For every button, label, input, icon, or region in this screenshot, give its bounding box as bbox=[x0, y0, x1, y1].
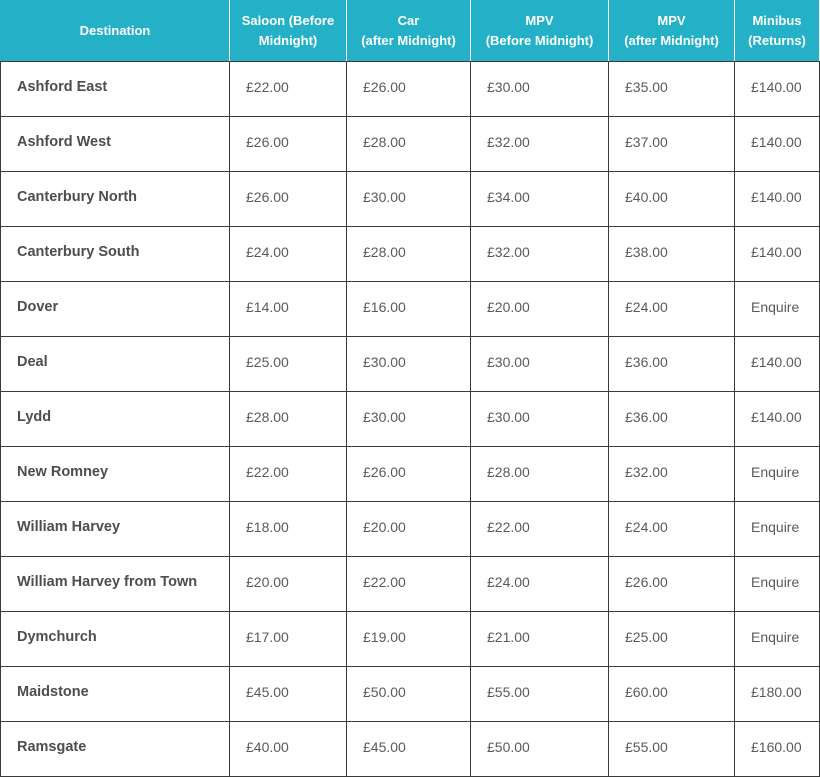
mpv-before-midnight-cell: £22.00 bbox=[471, 502, 609, 557]
header-line-1: Saloon (Before bbox=[241, 12, 335, 28]
destination-cell: Ramsgate bbox=[1, 722, 230, 777]
saloon-before-midnight-cell: £17.00 bbox=[230, 612, 347, 667]
mpv-after-midnight-cell: £40.00 bbox=[609, 172, 735, 227]
mpv-before-midnight-cell: £21.00 bbox=[471, 612, 609, 667]
car-after-midnight-cell: £22.00 bbox=[347, 557, 471, 612]
mpv-after-midnight-cell: £32.00 bbox=[609, 447, 735, 502]
saloon-before-midnight-cell: £26.00 bbox=[230, 172, 347, 227]
header-mpv-before-midnight bbox=[471, 0, 609, 62]
mpv-after-midnight-cell: £35.00 bbox=[609, 62, 735, 117]
header-minibus-returns bbox=[735, 0, 820, 62]
header-destination-line-1: Destination bbox=[79, 22, 151, 38]
mpv-after-midnight-cell: £26.00 bbox=[609, 557, 735, 612]
mpv-after-midnight-cell: £36.00 bbox=[609, 337, 735, 392]
header-line-2: Midnight) bbox=[258, 32, 318, 48]
destination-cell: New Romney bbox=[1, 447, 230, 502]
table-row bbox=[1, 502, 820, 557]
mpv-after-midnight-cell: £37.00 bbox=[609, 117, 735, 172]
mpv-before-midnight-cell: £20.00 bbox=[471, 282, 609, 337]
header-destination bbox=[1, 0, 230, 62]
minibus-returns-cell: £180.00 bbox=[735, 667, 820, 722]
mpv-before-midnight-cell: £30.00 bbox=[471, 337, 609, 392]
mpv-before-midnight-cell: £32.00 bbox=[471, 227, 609, 282]
mpv-before-midnight-cell: £50.00 bbox=[471, 722, 609, 777]
destination-cell: Ashford East bbox=[1, 62, 230, 117]
saloon-before-midnight-cell: £14.00 bbox=[230, 282, 347, 337]
minibus-returns-cell: £160.00 bbox=[735, 722, 820, 777]
mpv-before-midnight-cell: £32.00 bbox=[471, 117, 609, 172]
car-after-midnight-cell: £45.00 bbox=[347, 722, 471, 777]
minibus-returns-cell: Enquire bbox=[735, 557, 820, 612]
mpv-before-midnight-cell: £30.00 bbox=[471, 392, 609, 447]
car-after-midnight-cell: £30.00 bbox=[347, 392, 471, 447]
mpv-after-midnight-cell: £36.00 bbox=[609, 392, 735, 447]
table-row bbox=[1, 172, 820, 227]
header-line-2: (after Midnight) bbox=[361, 32, 456, 48]
car-after-midnight-cell: £28.00 bbox=[347, 227, 471, 282]
header-mpv-after-midnight bbox=[609, 0, 735, 62]
table-row bbox=[1, 227, 820, 282]
header-row bbox=[1, 0, 820, 62]
destination-cell: Lydd bbox=[1, 392, 230, 447]
mpv-before-midnight-cell: £34.00 bbox=[471, 172, 609, 227]
fares-table-body bbox=[1, 62, 820, 777]
destination-cell: Deal bbox=[1, 337, 230, 392]
car-after-midnight-cell: £26.00 bbox=[347, 447, 471, 502]
table-row bbox=[1, 392, 820, 447]
minibus-returns-cell: £140.00 bbox=[735, 392, 820, 447]
minibus-returns-cell: £140.00 bbox=[735, 337, 820, 392]
mpv-after-midnight-cell: £55.00 bbox=[609, 722, 735, 777]
car-after-midnight-cell: £30.00 bbox=[347, 337, 471, 392]
mpv-after-midnight-cell: £25.00 bbox=[609, 612, 735, 667]
header-line-2: (Before Midnight) bbox=[485, 32, 594, 48]
destination-cell: William Harvey bbox=[1, 502, 230, 557]
minibus-returns-cell: £140.00 bbox=[735, 172, 820, 227]
minibus-returns-cell: Enquire bbox=[735, 447, 820, 502]
header-line-1: Minibus bbox=[752, 12, 802, 28]
car-after-midnight-cell: £19.00 bbox=[347, 612, 471, 667]
header-saloon-before-midnight bbox=[230, 0, 347, 62]
saloon-before-midnight-cell: £24.00 bbox=[230, 227, 347, 282]
saloon-before-midnight-cell: £20.00 bbox=[230, 557, 347, 612]
destination-cell: William Harvey from Town bbox=[1, 557, 230, 612]
fares-table-header bbox=[1, 0, 820, 62]
header-line-1: MPV bbox=[657, 12, 686, 28]
mpv-before-midnight-cell: £30.00 bbox=[471, 62, 609, 117]
table-row bbox=[1, 667, 820, 722]
minibus-returns-cell: £140.00 bbox=[735, 227, 820, 282]
table-row bbox=[1, 117, 820, 172]
saloon-before-midnight-cell: £26.00 bbox=[230, 117, 347, 172]
minibus-returns-cell: Enquire bbox=[735, 502, 820, 557]
destination-cell: Canterbury South bbox=[1, 227, 230, 282]
header-line-1: MPV bbox=[525, 12, 554, 28]
saloon-before-midnight-cell: £25.00 bbox=[230, 337, 347, 392]
car-after-midnight-cell: £26.00 bbox=[347, 62, 471, 117]
car-after-midnight-cell: £16.00 bbox=[347, 282, 471, 337]
car-after-midnight-cell: £50.00 bbox=[347, 667, 471, 722]
car-after-midnight-cell: £28.00 bbox=[347, 117, 471, 172]
saloon-before-midnight-cell: £22.00 bbox=[230, 62, 347, 117]
minibus-returns-cell: Enquire bbox=[735, 282, 820, 337]
header-line-2: (Returns) bbox=[748, 32, 806, 48]
table-row bbox=[1, 282, 820, 337]
destination-cell: Ashford West bbox=[1, 117, 230, 172]
mpv-before-midnight-cell: £55.00 bbox=[471, 667, 609, 722]
car-after-midnight-cell: £20.00 bbox=[347, 502, 471, 557]
table-row bbox=[1, 612, 820, 667]
table-row bbox=[1, 557, 820, 612]
table-row bbox=[1, 722, 820, 777]
table-row bbox=[1, 337, 820, 392]
car-after-midnight-cell: £30.00 bbox=[347, 172, 471, 227]
header-line-1: Car bbox=[397, 12, 420, 28]
mpv-after-midnight-cell: £60.00 bbox=[609, 667, 735, 722]
header-line-2: (after Midnight) bbox=[624, 32, 719, 48]
table-row bbox=[1, 447, 820, 502]
mpv-after-midnight-cell: £24.00 bbox=[609, 502, 735, 557]
table-row bbox=[1, 62, 820, 117]
destination-cell: Dover bbox=[1, 282, 230, 337]
saloon-before-midnight-cell: £28.00 bbox=[230, 392, 347, 447]
header-car-after-midnight bbox=[347, 0, 471, 62]
destination-cell: Dymchurch bbox=[1, 612, 230, 667]
mpv-after-midnight-cell: £38.00 bbox=[609, 227, 735, 282]
destination-cell: Canterbury North bbox=[1, 172, 230, 227]
mpv-before-midnight-cell: £24.00 bbox=[471, 557, 609, 612]
minibus-returns-cell: £140.00 bbox=[735, 117, 820, 172]
minibus-returns-cell: Enquire bbox=[735, 612, 820, 667]
saloon-before-midnight-cell: £45.00 bbox=[230, 667, 347, 722]
mpv-before-midnight-cell: £28.00 bbox=[471, 447, 609, 502]
mpv-after-midnight-cell: £24.00 bbox=[609, 282, 735, 337]
saloon-before-midnight-cell: £18.00 bbox=[230, 502, 347, 557]
minibus-returns-cell: £140.00 bbox=[735, 62, 820, 117]
saloon-before-midnight-cell: £22.00 bbox=[230, 447, 347, 502]
saloon-before-midnight-cell: £40.00 bbox=[230, 722, 347, 777]
destination-cell: Maidstone bbox=[1, 667, 230, 722]
